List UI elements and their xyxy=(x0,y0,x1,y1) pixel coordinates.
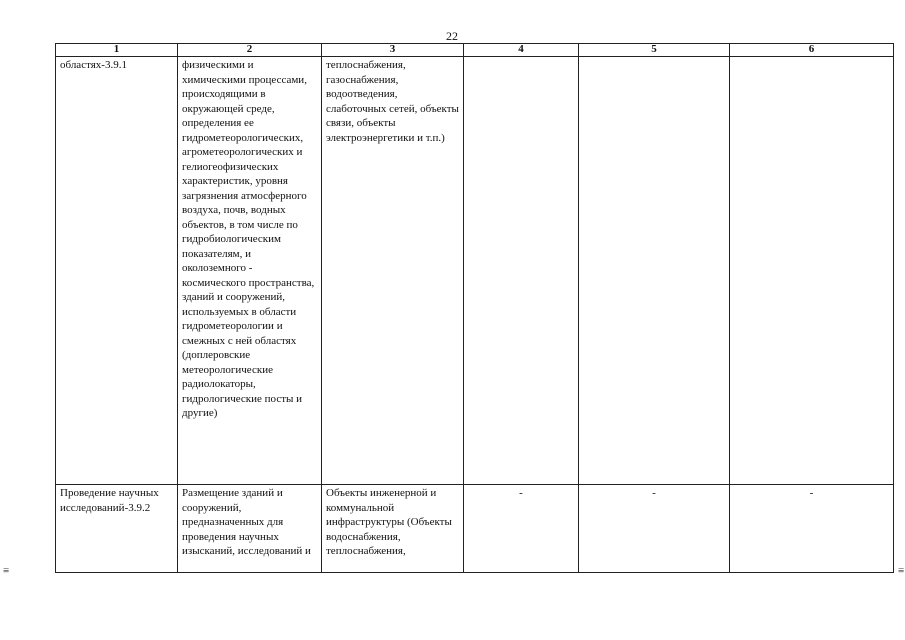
col-header-1: 1 xyxy=(56,44,178,57)
col-header-3: 3 xyxy=(322,44,464,57)
right-margin-mark: ≡ xyxy=(898,565,905,577)
param-cell-6: - xyxy=(730,485,894,573)
description-cell: физическими и химическими процессами, происходящими в окружающей среде, определения ее гидрометеорологических, агрометеорологических и гелиогеофизических характеристик, уровня загрязнения атмосферного воздуха, почв, водных объектов, в том числе по гидробиологическим показателям, и околоземного - космического пространства, зданий и сооружений, используемых в области гидрометеорологии и смежных с ней областях (доплеровские метеорологические радиолокаторы, гидрологические посты и другие) xyxy=(178,57,322,485)
param-cell-6 xyxy=(730,57,894,485)
header-row xyxy=(56,44,894,57)
regulation-table xyxy=(55,43,894,573)
objects-cell: Объекты инженерной и коммунальной инфраструктуры (Объекты водоснабжения, теплоснабжения, xyxy=(322,485,464,573)
col-header-4: 4 xyxy=(464,44,579,57)
use-type-cell: областях-3.9.1 xyxy=(56,57,178,485)
table-row xyxy=(56,57,894,485)
param-cell-4 xyxy=(464,57,579,485)
col-header-6: 6 xyxy=(730,44,894,57)
param-cell-4: - xyxy=(464,485,579,573)
objects-cell: теплоснабжения, газоснабжения, водоотведения, слаботочных сетей, объекты связи, объекты электроэнергетики и т.п.) xyxy=(322,57,464,485)
left-margin-mark: ≡ xyxy=(3,565,10,577)
description-cell: Размещение зданий и сооружений, предназначенных для проведения научных изысканий, исследований и xyxy=(178,485,322,573)
page-number: 22 xyxy=(446,29,458,43)
use-type-cell: Проведение научных исследований-3.9.2 xyxy=(56,485,178,573)
param-cell-5: - xyxy=(579,485,730,573)
col-header-2: 2 xyxy=(178,44,322,57)
param-cell-5 xyxy=(579,57,730,485)
col-header-5: 5 xyxy=(579,44,730,57)
table-row xyxy=(56,485,894,573)
